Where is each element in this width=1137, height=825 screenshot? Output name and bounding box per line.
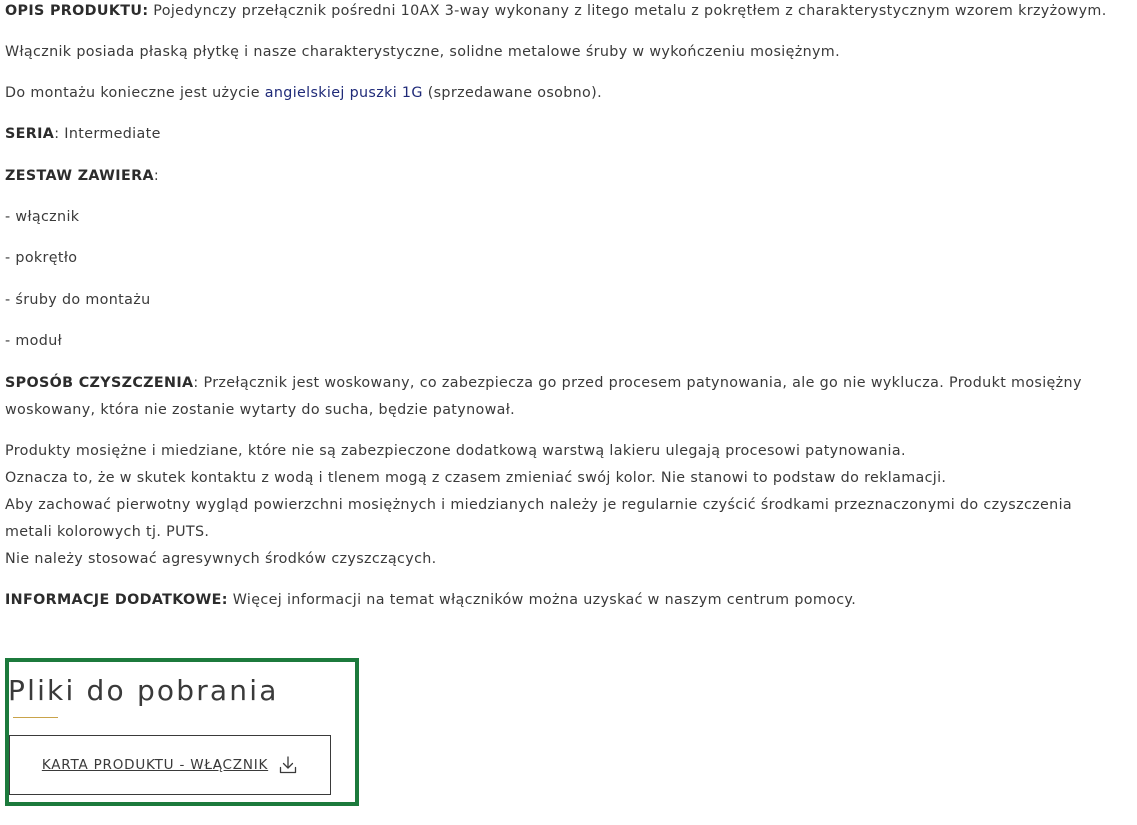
mount-text-before: Do montażu konieczne jest użycie [5,85,265,101]
zestaw-colon: : [153,168,160,184]
patina-paragraph [5,438,1072,573]
cleaning-label: SPOSÓB CZYSZCZENIA [5,375,194,391]
kit-item: - śruby do montażu [5,292,151,308]
description-paragraph [5,0,1107,25]
download-icon [278,755,298,775]
product-sheet-download-button[interactable] [9,735,331,795]
box-link[interactable]: angielskiej puszki 1G [264,85,423,101]
patina-line: Produkty mosiężne i miedziane, które nie są zabezpieczone dodatkową warstwą lakieru ulegają procesowi patynowania. [5,443,906,459]
opis-label: OPIS PRODUKTU: [5,3,149,19]
info-paragraph [5,587,856,614]
mount-text-after: (sprzedawane osobno). [422,85,602,101]
cleaning-line [5,370,1082,397]
kit-item: - włącznik [5,209,80,225]
mounting-paragraph [5,80,602,107]
kit-heading [5,163,159,190]
zestaw-label: ZESTAW ZAWIERA [5,168,154,184]
patina-line: Nie należy stosować agresywnych środków czyszczących. [5,551,437,567]
patina-line: Aby zachować pierwotny wygląd powierzchni mosiężnych i miedzianych należy je regularnie czyścić środkami przeznaczonymi do czyszczenia [5,497,1073,513]
title-underline [13,717,58,718]
opis-text: Pojedynczy przełącznik pośredni 10AX 3-way wykonany z litego metalu z pokrętłem z charakterystycznym wzorem krzyżowym. [148,3,1107,19]
info-label: INFORMACJE DODATKOWE: [5,592,228,608]
download-button-label: KARTA PRODUKTU - WŁĄCZNIK [41,757,269,773]
kit-item: - moduł [5,333,63,349]
series-paragraph [5,121,161,148]
cleaning-text: : Przełącznik jest woskowany, co zabezpiecza go przed procesem patynowania, ale go nie wyklucza. Produkt mosiężny [193,375,1082,391]
patina-line: Oznacza to, że w skutek kontaktu z wodą i tlenem mogą z czasem zmieniać swój kolor. Nie stanowi to podstaw do reklamacji. [5,470,947,486]
downloads-title: Pliki do pobrania [8,674,279,707]
plate-paragraph: Włącznik posiada płaską płytkę i nasze charakterystyczne, solidne metalowe śruby w wykończeniu mosiężnym. [5,44,840,60]
cleaning-line: woskowany, która nie zostanie wytarty do sucha, będzie patynował. [5,402,516,418]
seria-label: SERIA [5,126,55,142]
kit-item: - pokrętło [5,250,78,266]
patina-line: metali kolorowych tj. PUTS. [5,524,210,540]
cleaning-paragraph [5,370,1082,424]
info-text: Więcej informacji na temat włączników można uzyskać w naszym centrum pomocy. [227,592,857,608]
downloads-section [5,658,359,806]
seria-value: : Intermediate [54,126,161,142]
